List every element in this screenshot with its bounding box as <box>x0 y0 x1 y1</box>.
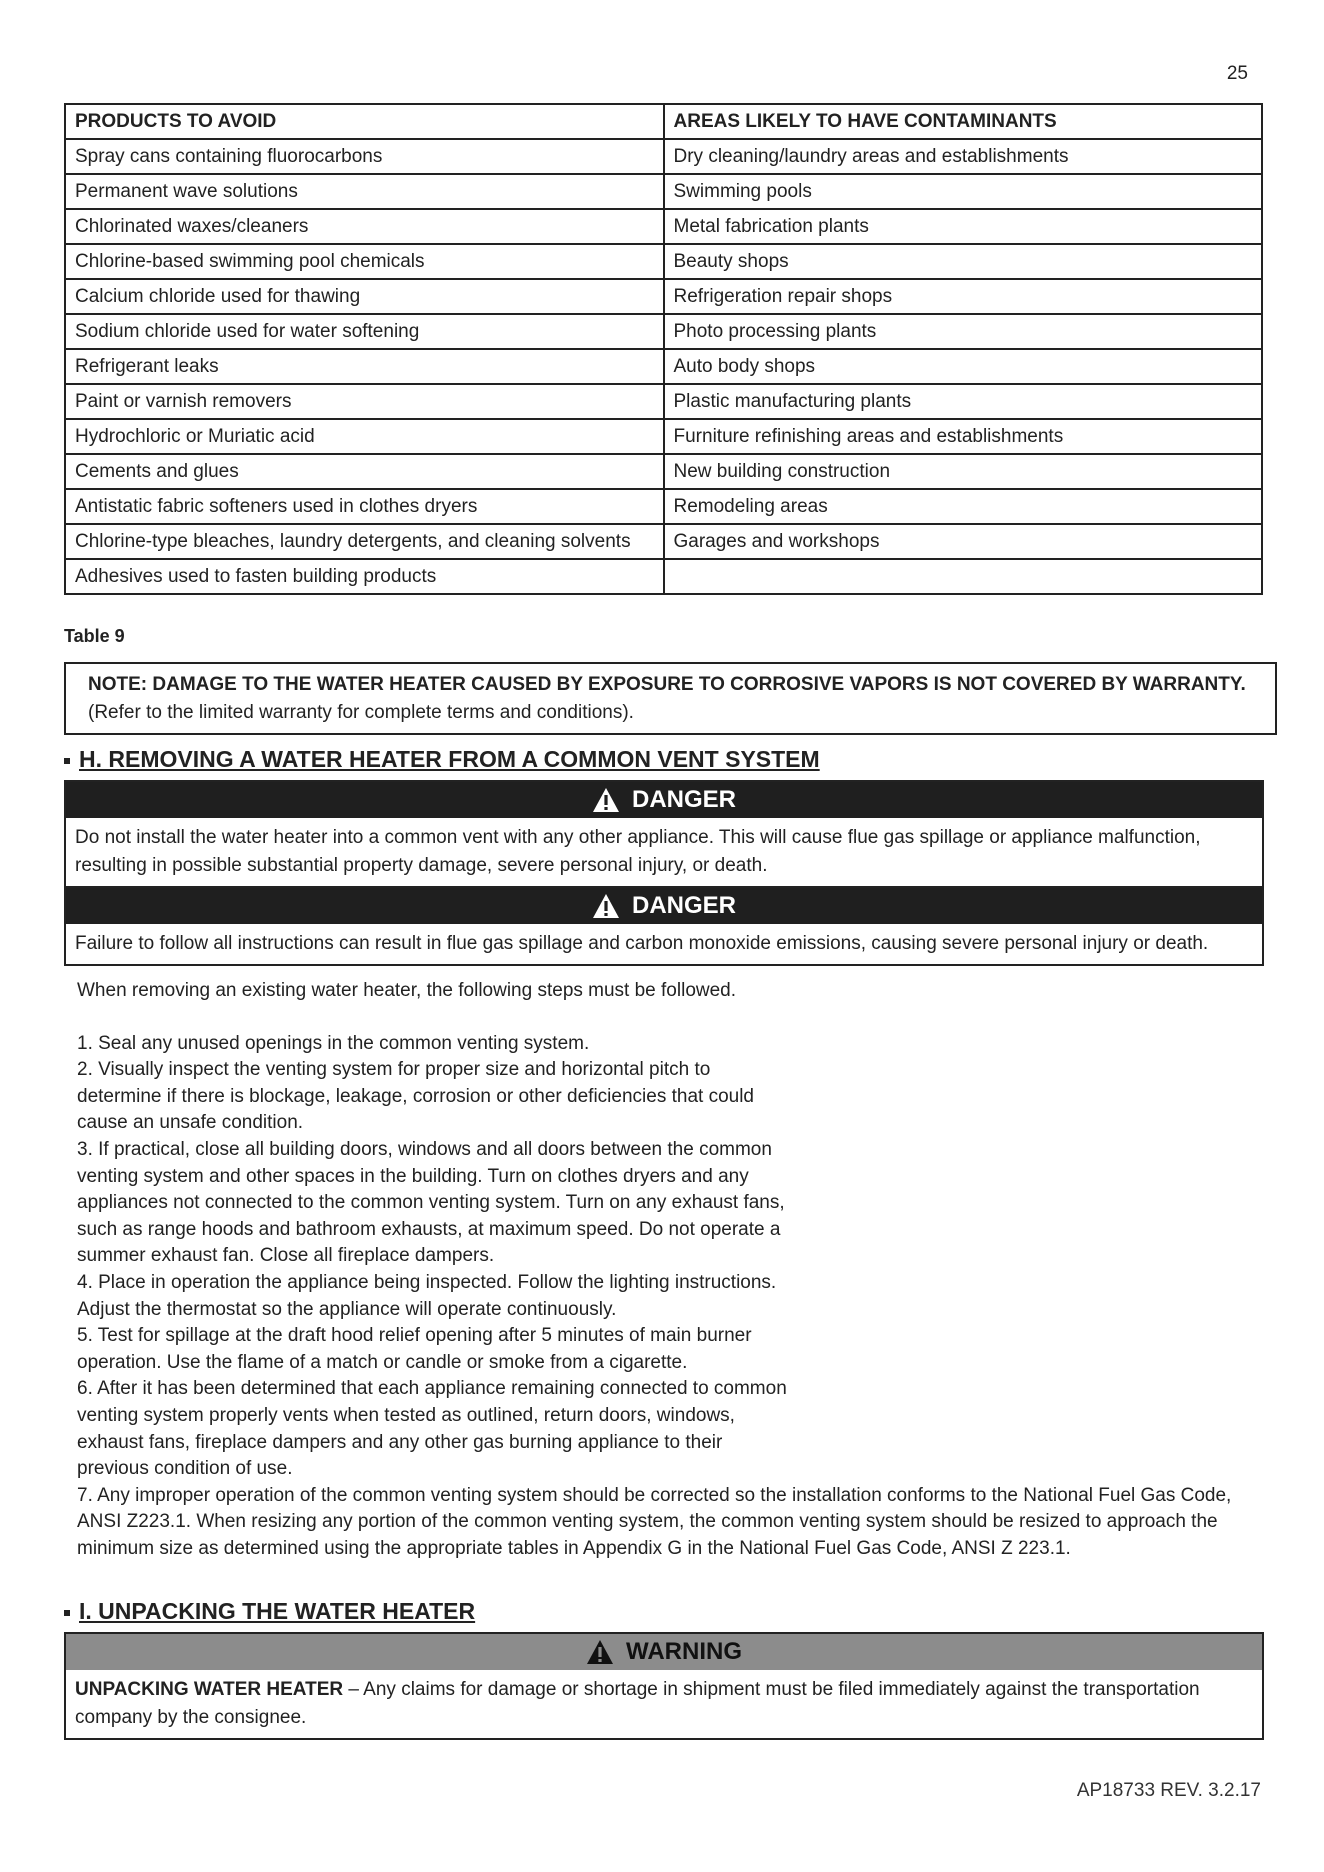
warning-box <box>64 1632 1264 1740</box>
table-cell: Plastic manufacturing plants <box>664 384 1263 419</box>
warning-lead: UNPACKING WATER HEATER <box>75 1679 344 1700</box>
table-header-row <box>65 104 1262 139</box>
instruction-step: 6. After it has been determined that each appliance remaining connected to common venting system properly vents when tested as outlined, return doors, windows, exhaust fans, fireplace dampers and any other gas burning appliance to their previous condition of use. <box>77 1378 787 1480</box>
table-cell: Hydrochloric or Muriatic acid <box>65 419 664 454</box>
removal-instructions <box>77 978 1257 1562</box>
instruction-step: 1. Seal any unused openings in the common venting system. <box>77 1032 590 1054</box>
document-code: AP18733 REV. 3.2.17 <box>1076 1780 1261 1801</box>
danger-text: Failure to follow all instructions can result in flue gas spillage and carbon monoxide emissions, causing severe personal injury or death. <box>75 933 1209 954</box>
instruction-step: 3. If practical, close all building doors, windows and all doors between the common venting system and other spaces in the building. Turn on clothes dryers and any appliances not connected to the common venting system. Turn on any exhaust fans, such as range hoods and bathroom exhausts, at maximum speed. Do not operate a summer exhaust fan. Close all fireplace dampers. <box>77 1138 785 1267</box>
page-number: 25 <box>1226 63 1248 84</box>
table-cell: Adhesives used to fasten building products <box>65 559 664 594</box>
table-cell: Photo processing plants <box>664 314 1263 349</box>
square-bullet-icon <box>64 758 70 764</box>
danger-text: Do not install the water heater into a common vent with any other appliance. This will cause flue gas spillage or appliance malfunction, resulting in possible substantial property damage, severe personal injury, or death. <box>75 827 1201 876</box>
instructions-intro: When removing an existing water heater, the following steps must be followed. <box>77 980 737 1001</box>
table-cell: Auto body shops <box>664 349 1263 384</box>
table-cell: Refrigerant leaks <box>65 349 664 384</box>
contaminants-table <box>64 103 1263 595</box>
table-caption: Table 9 <box>64 626 125 646</box>
table-cell: Metal fabrication plants <box>664 209 1263 244</box>
table-row <box>65 349 1262 384</box>
instruction-step: 2. Visually inspect the venting system for proper size and horizontal pitch to determine if there is blockage, leakage, corrosion or other deficiencies that could cause an unsafe condition. <box>77 1059 754 1134</box>
table-cell: Remodeling areas <box>664 489 1263 524</box>
table-row <box>65 314 1262 349</box>
instruction-step: 7. Any improper operation of the common venting system should be corrected so the installation conforms to the National Fuel Gas Code, ANSI Z223.1. When resizing any portion of the common venting system, the common venting system should be resized to approach the minimum size as determined using the appropriate tables in Appendix G in the National Fuel Gas Code, ANSI Z 223.1. <box>77 1484 1232 1559</box>
note-text: (Refer to the limited warranty for complete terms and conditions). <box>88 702 634 723</box>
table-cell: Spray cans containing fluorocarbons <box>65 139 664 174</box>
warning-triangle-icon <box>592 787 620 813</box>
danger-label: DANGER <box>631 892 736 919</box>
warranty-note <box>64 662 1277 735</box>
table-header: AREAS LIKELY TO HAVE CONTAMINANTS <box>664 104 1263 139</box>
danger-label: DANGER <box>631 786 736 813</box>
danger-box-1 <box>64 780 1264 888</box>
table-header: PRODUCTS TO AVOID <box>65 104 664 139</box>
table-cell: New building construction <box>664 454 1263 489</box>
table-cell: Swimming pools <box>664 174 1263 209</box>
table-cell: Furniture refinishing areas and establishments <box>664 419 1263 454</box>
table-body <box>65 139 1262 594</box>
table-cell: Dry cleaning/laundry areas and establishments <box>664 139 1263 174</box>
table-row <box>65 419 1262 454</box>
table-cell <box>664 559 1263 594</box>
table-row <box>65 454 1262 489</box>
warning-text <box>66 1670 1262 1738</box>
table-row <box>65 139 1262 174</box>
table-cell: Antistatic fabric softeners used in clothes dryers <box>65 489 664 524</box>
warning-label: WARNING <box>626 1638 742 1665</box>
table-row <box>65 524 1262 559</box>
section-heading-h: H. REMOVING A WATER HEATER FROM A COMMON VENT SYSTEM <box>64 746 820 773</box>
table-cell: Paint or varnish removers <box>65 384 664 419</box>
table-cell: Garages and workshops <box>664 524 1263 559</box>
warning-triangle-icon <box>586 1639 614 1665</box>
table-cell: Beauty shops <box>664 244 1263 279</box>
warning-triangle-icon <box>592 893 620 919</box>
table-row <box>65 489 1262 524</box>
table-cell: Cements and glues <box>65 454 664 489</box>
note-bold-text: NOTE: DAMAGE TO THE WATER HEATER CAUSED BY EXPOSURE TO CORROSIVE VAPORS IS NOT COVERED BY WARRANTY. <box>88 674 1246 695</box>
warning-body: – Any claims for damage or shortage in shipment must be filed immediately against the transportation company by the consignee. <box>75 1679 1200 1728</box>
table-row <box>65 244 1262 279</box>
section-heading-i: I. UNPACKING THE WATER HEATER <box>64 1598 475 1625</box>
table-cell: Permanent wave solutions <box>65 174 664 209</box>
table-cell: Chlorinated waxes/cleaners <box>65 209 664 244</box>
table-cell: Refrigeration repair shops <box>664 279 1263 314</box>
danger-header <box>66 782 1262 818</box>
table-cell: Sodium chloride used for water softening <box>65 314 664 349</box>
table-row <box>65 174 1262 209</box>
danger-header <box>66 888 1262 924</box>
instruction-step: 5. Test for spillage at the draft hood relief opening after 5 minutes of main burner operation. Use the flame of a match or candle or smoke from a cigarette. <box>77 1325 752 1373</box>
danger-box-2 <box>64 886 1264 966</box>
warning-header <box>66 1634 1262 1670</box>
table-row <box>65 279 1262 314</box>
instruction-step: 4. Place in operation the appliance being inspected. Follow the lighting instructions. Adjust the thermostat so the appliance will operate continuously. <box>77 1271 777 1320</box>
table-cell: Calcium chloride used for thawing <box>65 279 664 314</box>
square-bullet-icon <box>64 1610 70 1616</box>
table-cell: Chlorine-type bleaches, laundry detergents, and cleaning solvents <box>65 524 664 559</box>
table-row <box>65 209 1262 244</box>
table-row <box>65 384 1262 419</box>
table-cell: Chlorine-based swimming pool chemicals <box>65 244 664 279</box>
table-row <box>65 559 1262 594</box>
